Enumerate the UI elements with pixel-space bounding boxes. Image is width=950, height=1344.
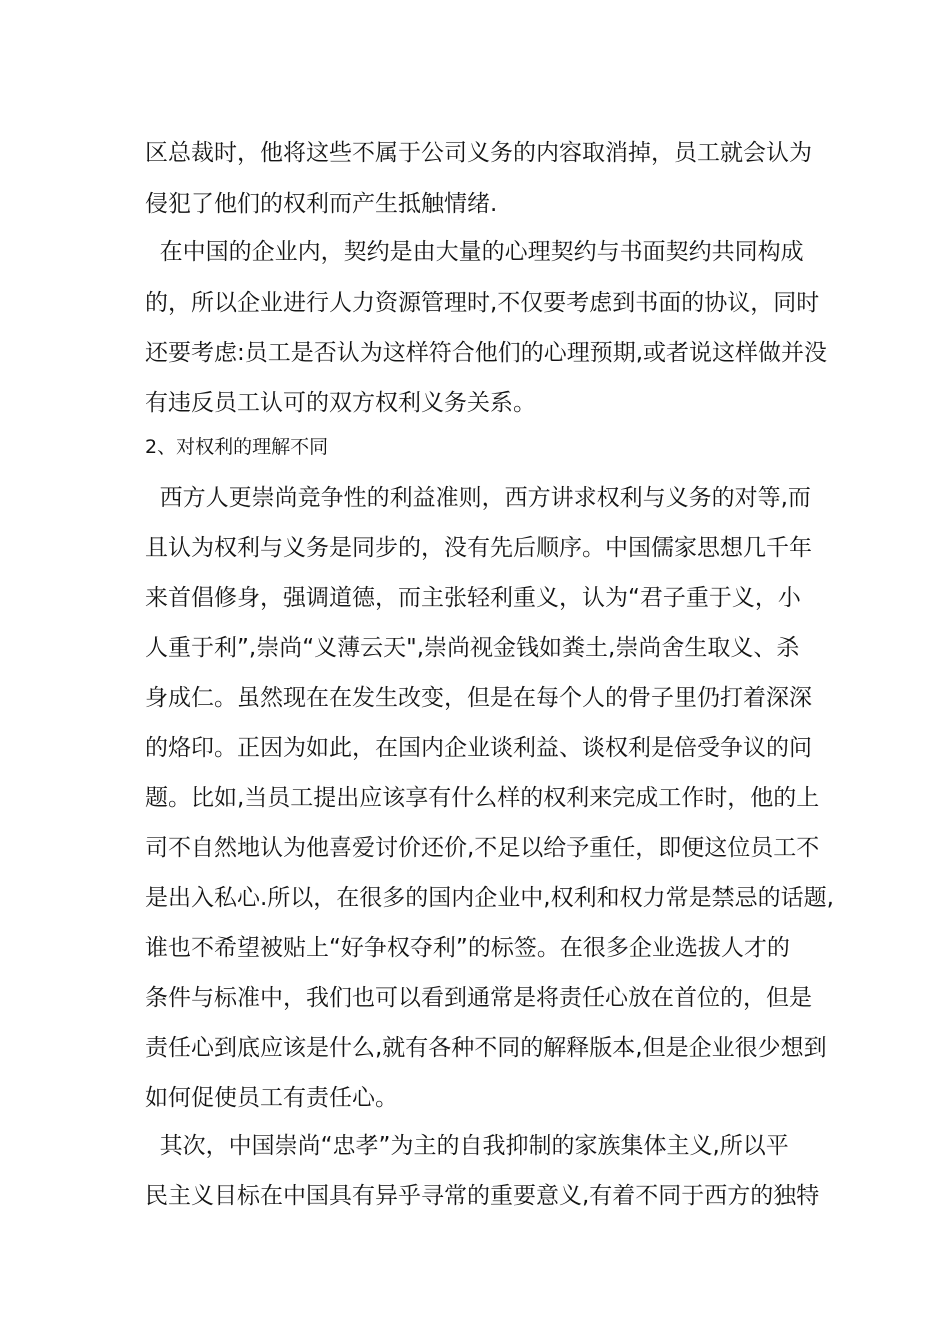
text-line: 侵犯了他们的权利而产生抵触情绪.: [145, 191, 498, 217]
text-line: 司不自然地认为他喜爱讨价还价,不足以给予重任，即便这位员工不: [145, 835, 820, 861]
text-line: 身成仁。虽然现在在发生改变，但是在每个人的骨子里仍打着深深: [145, 685, 812, 711]
text-line: 民主义目标在中国具有异乎寻常的重要意义,有着不同于西方的独特: [145, 1183, 820, 1209]
text-line: 还要考虑:员工是否认为这样符合他们的心理预期,或者说这样做并没: [145, 340, 828, 366]
text-line: 责任心到底应该是什么,就有各种不同的解释版本,但是企业很少想到: [145, 1035, 827, 1061]
text-line: 有违反员工认可的双方权利义务关系。: [145, 390, 536, 416]
text-line: 区总裁时，他将这些不属于公司义务的内容取消掉，员工就会认为: [145, 140, 812, 166]
text-line: 来首倡修身，强调道德，而主张轻利重义，认为“君子重于义，小: [145, 585, 801, 611]
text-line: 在中国的企业内，契约是由大量的心理契约与书面契约共同构成: [145, 239, 804, 265]
text-line: 的烙印。正因为如此，在国内企业谈利益、谈权利是倍受争议的问: [145, 735, 812, 761]
text-line: 谁也不希望被贴上“好争权夺利”的标签。在很多企业选拔人才的: [145, 935, 790, 961]
text-line: 的，所以企业进行人力资源管理时,不仅要考虑到书面的协议，同时: [145, 290, 820, 316]
text-line: 其次，中国崇尚“忠孝”为主的自我抑制的家族集体主义,所以平: [145, 1133, 789, 1159]
text-line: 西方人更崇尚竞争性的利益准则，西方讲求权利与义务的对等,而: [145, 485, 811, 511]
text-line: 条件与标准中，我们也可以看到通常是将责任心放在首位的，但是: [145, 985, 812, 1011]
text-line: 题。比如,当员工提出应该享有什么样的权利来完成工作时，他的上: [145, 785, 820, 811]
text-line: 是出入私心.所以，在很多的国内企业中,权利和权力常是禁忌的话题,: [145, 885, 834, 911]
text-line: 人重于利”,崇尚“义薄云天",崇尚视金钱如粪土,崇尚舍生取义、杀: [145, 635, 800, 661]
text-line: 如何促使员工有责任心。: [145, 1085, 398, 1111]
section-heading: 2、对权利的理解不同: [145, 436, 329, 458]
text-line: 且认为权利与义务是同步的，没有先后顺序。中国儒家思想几千年: [145, 535, 812, 561]
